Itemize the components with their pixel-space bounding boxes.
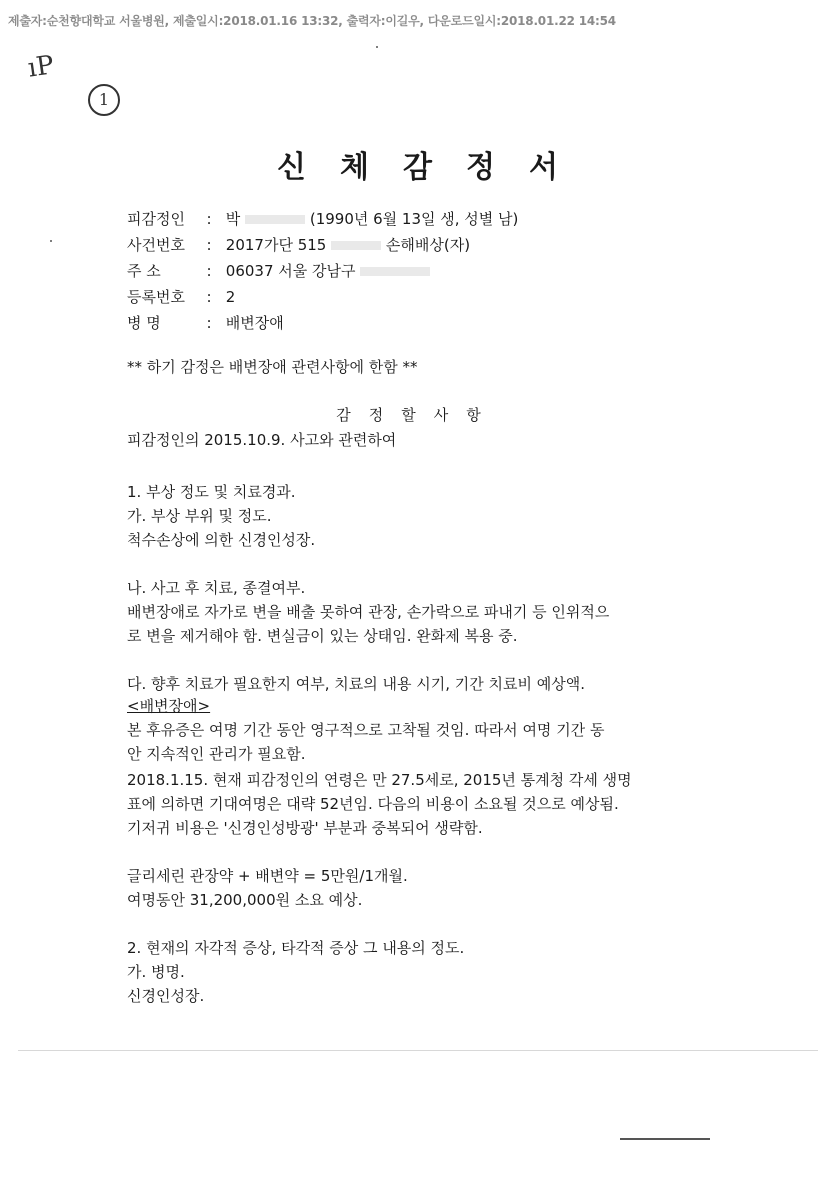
scan-speck bbox=[376, 46, 378, 48]
item-2a-text: 신경인성장. bbox=[127, 987, 205, 1005]
item-1b-heading: 나. 사고 후 치료, 종결여부. bbox=[127, 579, 306, 597]
item-1c-heading: 다. 향후 치료가 필요한지 여부, 치료의 내용 시기, 기간 치료비 예상액. bbox=[127, 675, 585, 693]
field-value: 배변장애 bbox=[225, 314, 284, 332]
document-title: 신체감정서 bbox=[277, 150, 592, 185]
circled-page-number: 1 bbox=[88, 84, 120, 116]
item-1b-text-line: 로 변을 제거해야 함. 변실금이 있는 상태임. 완화제 복용 중. bbox=[127, 627, 518, 645]
field-value: 2 bbox=[225, 288, 236, 306]
field-suffix: (1990년 6월 13일 생, 성별 남) bbox=[309, 210, 519, 228]
item-1c-text-line: 표에 의하면 기대여명은 대략 52년임. 다음의 비용이 소요될 것으로 예상됨. bbox=[127, 795, 619, 813]
item-1-heading: 1. 부상 정도 및 치료경과. bbox=[127, 483, 296, 501]
field-examinee: 피감정인 : 박 (1990년 6월 13일 생, 성별 남) bbox=[127, 206, 518, 232]
cost-line: 글리세린 관장약 + 배변약 = 5만원/1개월. bbox=[127, 867, 408, 885]
field-value: 2017가단 515 bbox=[225, 236, 327, 254]
item-2-heading: 2. 현재의 자각적 증상, 타각적 증상 그 내용의 정도. bbox=[127, 939, 465, 957]
scope-note: ** 하기 감정은 배변장애 관련사항에 한함 ** bbox=[127, 358, 418, 376]
scan-edge-line bbox=[18, 1050, 818, 1051]
item-1c-text-line: 2018.1.15. 현재 피감정인의 연령은 만 27.5세로, 2015년 통계청 각세 생명 bbox=[127, 771, 632, 789]
scan-speck bbox=[50, 240, 52, 242]
case-fields bbox=[127, 206, 518, 336]
redaction bbox=[331, 241, 381, 250]
field-label: 등록번호 bbox=[127, 288, 185, 306]
field-label: 주 소 bbox=[127, 262, 161, 280]
field-registration-number: 등록번호 : 2 bbox=[127, 284, 518, 310]
field-diagnosis: 병 명 : 배변장애 bbox=[127, 310, 518, 336]
item-1c-subheading: <배변장애> bbox=[127, 697, 211, 715]
field-suffix: 손해배상(자) bbox=[385, 236, 471, 254]
item-2a-heading: 가. 병명. bbox=[127, 963, 185, 981]
redaction bbox=[360, 267, 430, 276]
field-value: 06037 서울 강남구 bbox=[225, 262, 356, 280]
item-1c-text-line: 안 지속적인 관리가 필요함. bbox=[127, 745, 306, 763]
item-1b-text-line: 배변장애로 자가로 변을 배출 못하여 관장, 손가락으로 파내기 등 인위적으 bbox=[127, 603, 610, 621]
section-heading: 감정할사항 bbox=[336, 406, 499, 424]
field-value: 박 bbox=[225, 210, 241, 228]
redaction bbox=[245, 215, 305, 224]
handwritten-mark: ıP bbox=[26, 50, 56, 84]
scan-pen-stroke bbox=[620, 1138, 710, 1140]
print-info-header: 제출자:순천향대학교 서울병원, 제출일시:2018.01.16 13:32, 출력자:이길우, 다운로드일시:2018.01.22 14:54 bbox=[8, 14, 616, 28]
item-1c-text-line: 기저귀 비용은 '신경인성방광' 부분과 중복되어 생략함. bbox=[127, 819, 483, 837]
cost-total-line: 여명동안 31,200,000원 소요 예상. bbox=[127, 891, 363, 909]
field-label: 병 명 bbox=[127, 314, 161, 332]
field-address: 주 소 : 06037 서울 강남구 bbox=[127, 258, 518, 284]
intro-line: 피감정인의 2015.10.9. 사고와 관련하여 bbox=[127, 431, 397, 449]
field-case-number: 사건번호 : 2017가단 515 손해배상(자) bbox=[127, 232, 518, 258]
item-1a-heading: 가. 부상 부위 및 정도. bbox=[127, 507, 272, 525]
item-1a-text: 척수손상에 의한 신경인성장. bbox=[127, 531, 316, 549]
field-label: 사건번호 bbox=[127, 236, 185, 254]
item-1c-text-line: 본 후유증은 여명 기간 동안 영구적으로 고착될 것임. 따라서 여명 기간 동 bbox=[127, 721, 605, 739]
field-label: 피감정인 bbox=[127, 210, 185, 228]
